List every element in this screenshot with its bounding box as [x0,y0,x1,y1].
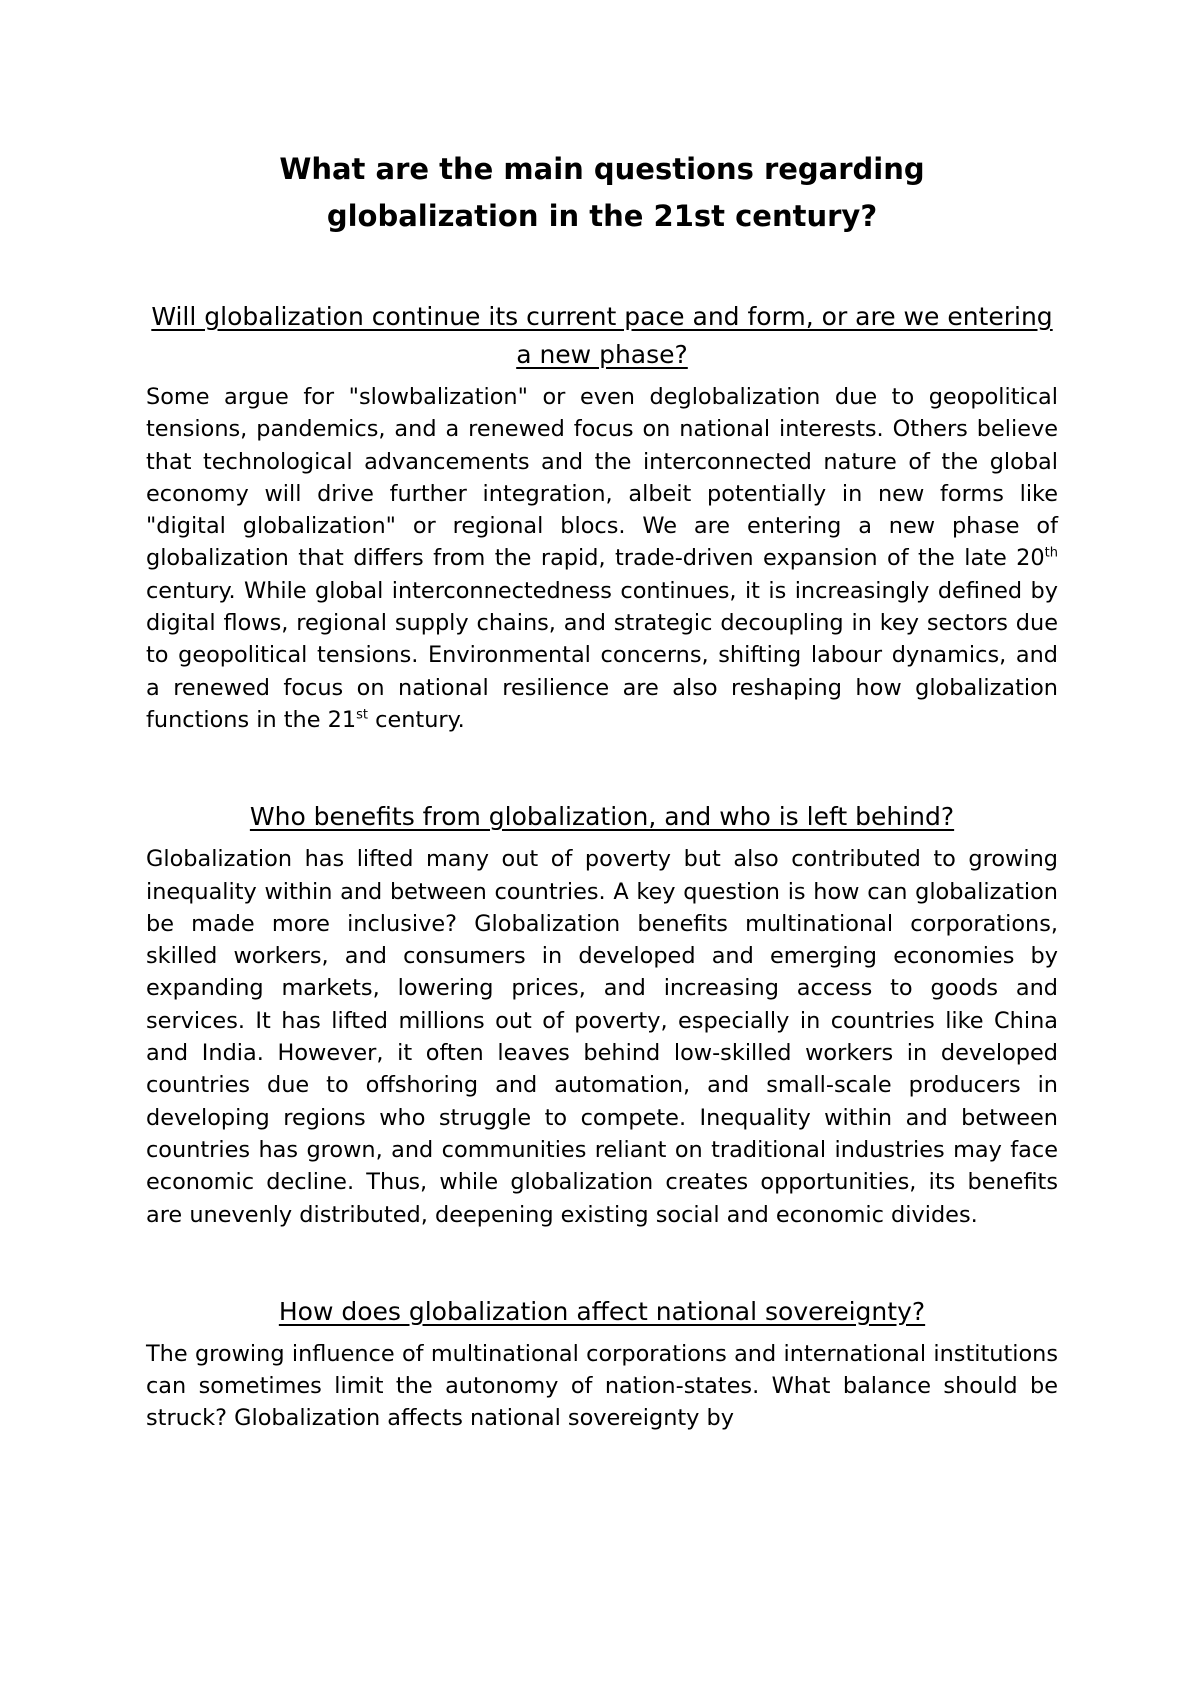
paragraph-text: century. While global interconnectedness continues, it is increasingly defined by digital flows, regional supply chains, and strategic decoupling in key sectors due to geopolitical tensions. Environmental concerns, shifting labour dynamics, and a renewed focus on national resilience are also reshaping how globalization functions in the 21 [146,577,1058,733]
ordinal-suffix: th [1044,546,1058,562]
paragraph-text: Some argue for "slowbalization" or even deglobalization due to geopolitical tensions, pandemics, and a renewed focus on national interests. Others believe that technological advancements and the interconnected nature of the global economy will drive further integration, albeit potentially in new forms like "digital globalization" or regional blocs. We are entering a new phase of globalization that differs from the rapid, trade-driven expansion of the late 20 [146,384,1058,572]
section-heading-future-of-globalization: Will globalization continue its current pace and form, or are we entering a new phase? [151,302,1053,369]
section-heading-who-benefits: Who benefits from globalization, and who is left behind? [249,802,955,832]
document-title-line-1: What are the main questions regarding [279,152,925,186]
section-paragraph-who-benefits: Globalization has lifted many out of poverty but also contributed to growing inequality within and between countries. A key question is how can globalization be made more inclusive? Globalization benefits multinational corporations, skilled workers, and consumers in developed and emerging economies by expanding markets, lowering prices, and increasing access to goods and services. It has lifted millions out of poverty, especially in countries like China and India. However, it often leaves behind low-skilled workers in developed countries due to offshoring and automation, and small-scale producers in developing regions who struggle to compete. Inequality within and between countries has grown, and communities reliant on traditional industries may face economic decline. Thus, while globalization creates opportunities, its benefits are unevenly distributed, deepening existing social and economic divides. [146,846,1058,1228]
ordinal-suffix: st [356,707,369,723]
section-paragraph-national-sovereignty: The growing influence of multinational corporations and international institutions can sometimes limit the autonomy of nation-states. What balance should be struck? Globalization affects national sovereignty by [146,1340,1058,1432]
document-page [146,130,1058,1435]
section-heading-national-sovereignty: How does globalization affect national sovereignty? [278,1296,926,1326]
section-paragraph-future-of-globalization [146,381,1058,736]
paragraph-text: century. [368,706,465,733]
document-title-line-2: globalization in the 21st century? [326,199,878,233]
document-title [146,130,1058,240]
